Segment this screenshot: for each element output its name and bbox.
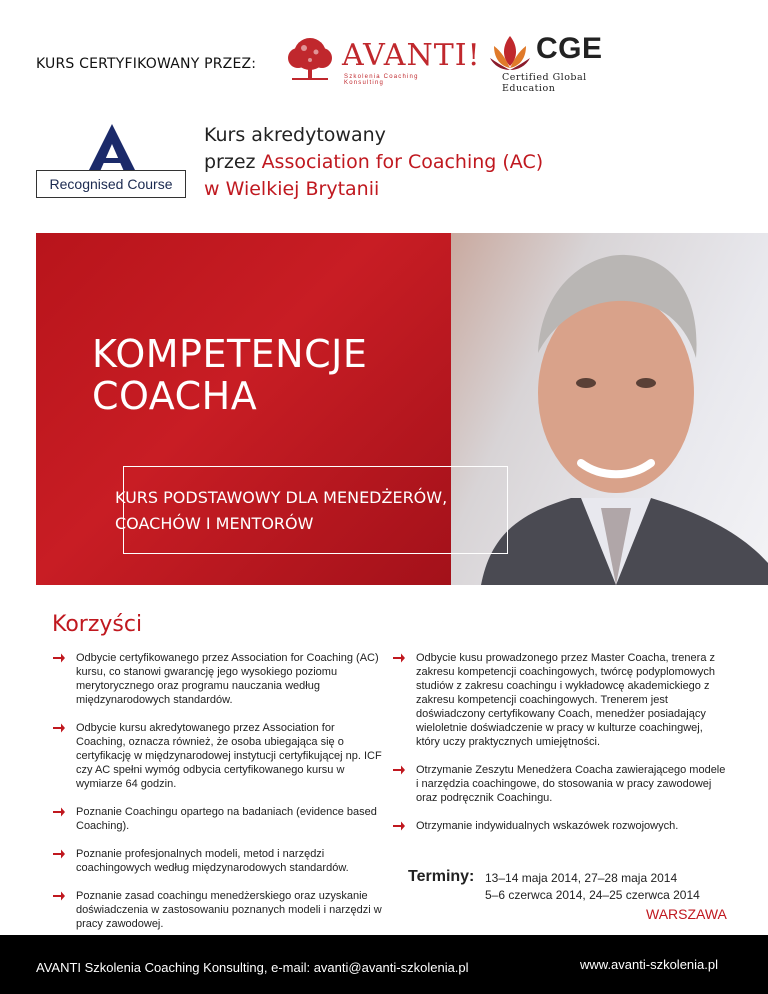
cge-wordmark: CGE [536,32,603,65]
avanti-wordmark: AVANTI! [342,38,481,73]
arrow-right-icon [52,806,66,818]
benefit-item [52,805,382,833]
benefit-item [392,819,727,833]
benefits-right-column [392,651,727,833]
benefit-text: Odbycie kursu akredytowanego przez Association for Coaching, oznacza również, że osoba ubiegająca się o certyfikację w międzynarodowej instytucji certyfikującej np. ICF czy AC spełni wymóg odbycia certyfikowanego kursu w wymiarze 64 godzin. [76,722,382,790]
accreditation-line-3: w Wielkiej Brytanii [204,178,380,200]
benefit-item [52,889,382,931]
accreditation-line-2 [204,149,543,176]
benefits-title: Korzyści [52,612,143,637]
benefit-text: Otrzymanie Zeszytu Menedżera Coacha zawierającego modele i narzędzia coachingowe, do stosowania w pracy zawodowej oraz podręcznik Coachingu. [416,764,726,804]
tree-icon [284,36,336,82]
hero-subtitle-line-2: COACHÓW I MENTORÓW [115,514,314,533]
footer-contact: AVANTI Szkolenia Coaching Konsulting, e-mail: avanti@avanti-szkolenia.pl [36,960,469,975]
benefit-item [52,651,382,707]
footer-website-link[interactable]: www.avanti-szkolenia.pl [580,957,719,972]
benefit-item [52,721,382,791]
benefit-text: Poznanie zasad coachingu menedżerskiego oraz uzyskanie doświadczenia w zastosowaniu poznanych modeli i narzędzi w pracy zawodowej. [76,890,382,930]
avanti-logo [284,36,481,86]
cge-logo [488,30,628,94]
benefit-text: Odbycie certyfikowanego przez Association for Coaching (AC) kursu, co stanowi gwarancję jego wysokiego poziomu merytorycznego oraz programu nauczania według międzynarodowych standardów. [76,652,379,706]
benefit-item [52,847,382,875]
arrow-right-icon [52,848,66,860]
arrow-right-icon [392,820,406,832]
accreditation-prefix: przez [204,151,262,173]
hero-title-line-1: KOMPETENCJE [92,332,368,376]
arrow-right-icon [392,652,406,664]
arrow-right-icon [52,722,66,734]
recognised-course-label: Recognised Course [36,170,186,198]
cge-tagline: Certified Global Education [502,72,587,94]
arrow-right-icon [392,764,406,776]
benefit-item [392,651,727,749]
certified-by-label: KURS CERTYFIKOWANY PRZEZ: [36,56,257,72]
schedule-city: WARSZAWA [646,906,727,922]
accreditation-text [204,122,543,203]
benefit-text: Odbycie kusu prowadzonego przez Master Coacha, trenera z zakresu kompetencji coachingowych, twórcę podyplomowych studiów z zakresu coachingu i wykładowcę akademickiego z zakresu kompetencji coachingowych. Trenerem jest doświadczony certyfikowany Coach, menedżer posiadający wieloletnie doświadczenie w pracy w kulturze coachingwej, który uczy praktycznych umiejętności. [416,652,715,748]
accreditation-line-1: Kurs akredytowany [204,124,386,146]
recognised-course-badge [36,122,188,202]
schedule-label: Terminy: [408,868,475,885]
schedule-dates-line-1: 13–14 maja 2014, 27–28 maja 2014 [485,871,678,885]
arrow-right-icon [52,652,66,664]
hero-subtitle-line-1: KURS PODSTAWOWY DLA MENEDŻERÓW, [115,488,448,507]
hero-title [92,333,367,417]
benefit-text: Poznanie profesjonalnych modeli, metod i narzędzi coachingowych według międzynarodowych standardów. [76,848,349,874]
benefit-item [392,763,727,805]
benefits-left-column [52,651,382,931]
arrow-right-icon [52,890,66,902]
benefit-text: Otrzymanie indywidualnych wskazówek rozwojowych. [416,820,679,832]
benefit-text: Poznanie Coachingu opartego na badaniach (evidence based Coaching). [76,806,377,832]
schedule-dates-line-2: 5–6 czerwca 2014, 24–25 czerwca 2014 [485,888,700,902]
hero-title-line-2: COACHA [92,374,258,418]
hero-subtitle [115,485,447,537]
schedule-dates [485,870,700,904]
accreditation-body: Association for Coaching (AC) [261,151,544,173]
avanti-tagline: Szkolenia Coaching Konsulting [344,74,419,86]
